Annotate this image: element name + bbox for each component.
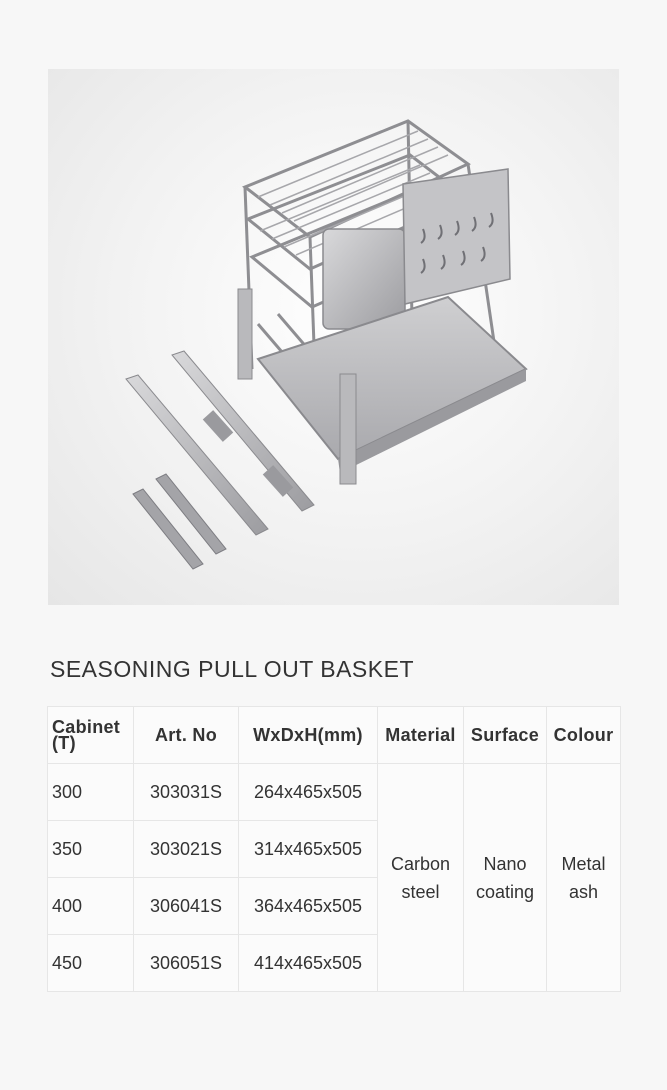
header-cabinet: Cabinet (T) <box>48 707 134 764</box>
cell-cabinet: 450 <box>48 935 134 992</box>
cell-dimensions: 314x465x505 <box>239 821 378 878</box>
product-photo <box>48 69 619 605</box>
cell-art-no: 303021S <box>134 821 239 878</box>
table-header-row <box>48 707 621 764</box>
cell-dimensions: 414x465x505 <box>239 935 378 992</box>
spec-table <box>47 706 621 992</box>
header-material: Material <box>378 707 464 764</box>
cell-material: Carbon steel <box>378 764 464 992</box>
side-plate-right <box>340 374 356 484</box>
cell-cabinet: 350 <box>48 821 134 878</box>
cell-cabinet: 400 <box>48 878 134 935</box>
header-surface: Surface <box>464 707 547 764</box>
cell-art-no: 306051S <box>134 935 239 992</box>
header-colour: Colour <box>547 707 621 764</box>
hook-panel <box>403 169 510 304</box>
cell-colour: Metal ash <box>547 764 621 992</box>
cell-art-no: 303031S <box>134 764 239 821</box>
product-title: SEASONING PULL OUT BASKET <box>50 656 414 682</box>
cell-dimensions: 364x465x505 <box>239 878 378 935</box>
basket-illustration <box>48 69 619 605</box>
side-plate-left <box>238 289 252 379</box>
cell-art-no: 306041S <box>134 878 239 935</box>
cell-surface: Nano coating <box>464 764 547 992</box>
cell-dimensions: 264x465x505 <box>239 764 378 821</box>
header-dimensions: WxDxH(mm) <box>239 707 378 764</box>
table-row <box>48 764 621 821</box>
cell-cabinet: 300 <box>48 764 134 821</box>
header-art-no: Art. No <box>134 707 239 764</box>
mounting-brackets <box>133 474 226 569</box>
